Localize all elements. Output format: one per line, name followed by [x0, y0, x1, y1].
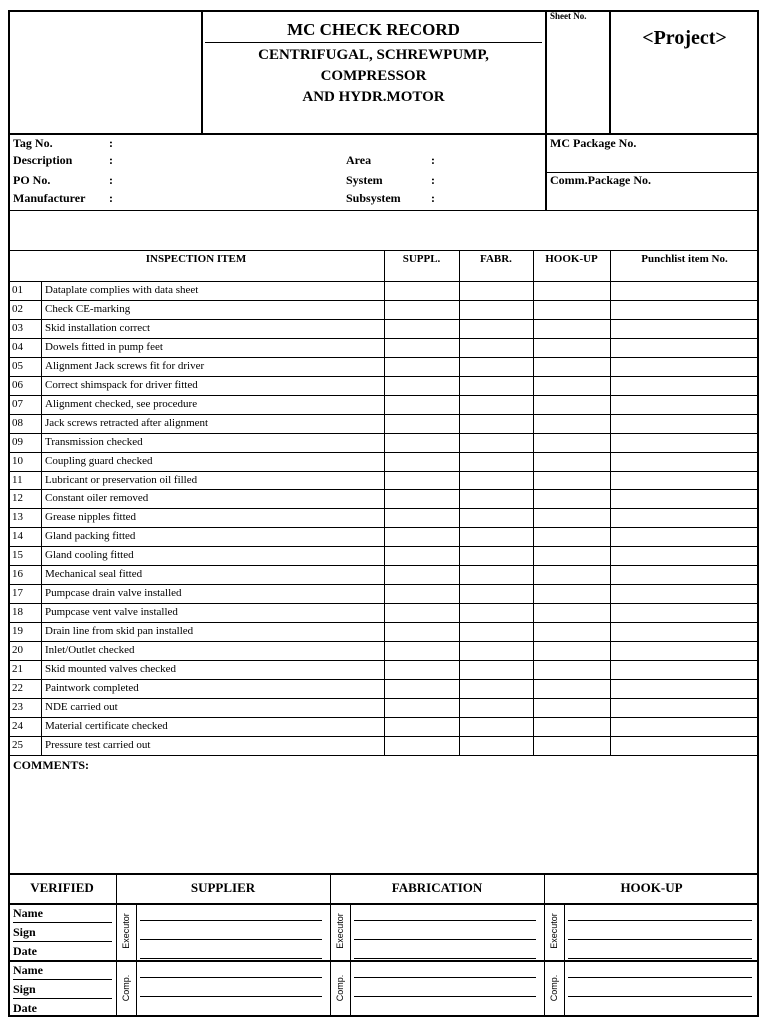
item-text: Mechanical seal fitted	[45, 568, 143, 581]
subtitle-line-3: AND HYDR.MOTOR	[302, 89, 445, 105]
check-cell[interactable]	[385, 472, 458, 489]
colon: :	[431, 153, 435, 167]
signature-field[interactable]	[140, 961, 322, 977]
comp-label: Comp.	[121, 974, 131, 1001]
verify-header: FABRICATION	[391, 880, 483, 895]
check-cell[interactable]	[385, 282, 458, 299]
subtitle-line-1: CENTRIFUGAL, SCHREWPUMP,	[258, 47, 489, 63]
item-text: Lubricant or preservation oil filled	[45, 473, 198, 486]
verify-header: HOOK-UP	[620, 880, 683, 895]
item-text: Grease nipples fitted	[45, 511, 137, 524]
column-divider	[41, 281, 42, 755]
check-cell[interactable]	[460, 623, 532, 640]
check-cell[interactable]	[385, 396, 458, 413]
check-cell[interactable]	[385, 320, 458, 337]
item-text: Material certificate checked	[45, 719, 168, 732]
check-cell[interactable]	[460, 396, 532, 413]
check-cell[interactable]	[385, 585, 458, 602]
check-cell[interactable]	[460, 737, 532, 754]
tag-no-label: Tag No.	[13, 136, 53, 150]
column-header: Punchlist item No.	[641, 253, 728, 265]
signature-line	[354, 1015, 536, 1016]
item-text: Inlet/Outlet checked	[45, 644, 135, 657]
signature-field[interactable]	[568, 942, 752, 958]
check-cell[interactable]	[385, 434, 458, 451]
signature-field[interactable]	[140, 923, 322, 939]
item-text: Gland packing fitted	[45, 530, 136, 543]
check-cell[interactable]	[460, 415, 532, 432]
item-text: Pumpcase vent valve installed	[45, 606, 178, 619]
check-cell[interactable]	[460, 453, 532, 470]
check-cell[interactable]	[534, 434, 609, 451]
check-cell[interactable]	[385, 737, 458, 754]
comp-label: Comp.	[549, 974, 559, 1001]
signature-line	[140, 958, 322, 959]
signature-field[interactable]	[354, 999, 536, 1015]
check-cell[interactable]	[534, 358, 609, 375]
divider	[545, 10, 547, 210]
item-text: Skid installation correct	[45, 321, 151, 334]
item-text: Paintwork completed	[45, 681, 139, 694]
signature-line	[568, 920, 752, 921]
item-number: 25	[12, 738, 23, 751]
check-cell[interactable]	[534, 339, 609, 356]
check-cell[interactable]	[534, 472, 609, 489]
check-cell[interactable]	[611, 509, 758, 526]
check-cell[interactable]	[534, 642, 609, 659]
row-divider	[8, 755, 759, 756]
field-label: Name	[13, 906, 43, 920]
signature-line	[568, 939, 752, 940]
item-text: Gland cooling fitted	[45, 549, 134, 562]
item-number: 04	[12, 340, 23, 353]
divider	[8, 133, 759, 135]
field-label: Date	[13, 944, 37, 958]
item-number: 08	[12, 416, 23, 429]
check-cell[interactable]	[611, 453, 758, 470]
check-cell[interactable]	[460, 699, 532, 716]
colon: :	[431, 191, 435, 205]
check-cell[interactable]	[460, 472, 532, 489]
check-cell[interactable]	[460, 358, 532, 375]
item-number: 01	[12, 284, 23, 296]
check-cell[interactable]	[385, 415, 458, 432]
signature-field[interactable]	[568, 980, 752, 996]
field-label: Sign	[13, 982, 36, 996]
signature-line	[140, 977, 322, 978]
executor-label: Executor	[549, 912, 559, 949]
colon: :	[431, 173, 435, 187]
check-cell[interactable]	[534, 320, 609, 337]
check-cell[interactable]	[534, 699, 609, 716]
check-cell[interactable]	[611, 604, 758, 621]
check-cell[interactable]	[534, 680, 609, 697]
item-text: Dowels fitted in pump feet	[45, 340, 163, 353]
label-divider	[350, 903, 351, 960]
check-cell[interactable]	[534, 718, 609, 735]
check-cell[interactable]	[460, 718, 532, 735]
colon: :	[109, 173, 113, 187]
column-header: SUPPL.	[402, 253, 441, 265]
comm-package-label: Comm.Package No.	[550, 173, 651, 187]
check-cell[interactable]	[460, 604, 532, 621]
item-number: 19	[12, 625, 23, 638]
verify-header: SUPPLIER	[190, 880, 256, 895]
signature-line	[568, 1015, 752, 1016]
item-number: 23	[12, 700, 23, 713]
item-number: 17	[12, 587, 23, 600]
item-number: 10	[12, 454, 23, 467]
project-name: <Project>	[642, 27, 727, 49]
check-cell[interactable]	[534, 396, 609, 413]
check-cell[interactable]	[460, 528, 532, 545]
verify-header: VERIFIED	[30, 880, 94, 895]
description-label: Description	[13, 153, 73, 167]
check-cell[interactable]	[611, 434, 758, 451]
title-underline	[205, 42, 542, 43]
signature-field[interactable]	[140, 904, 322, 920]
check-cell[interactable]	[611, 547, 758, 564]
check-cell[interactable]	[611, 528, 758, 545]
check-cell[interactable]	[385, 699, 458, 716]
check-cell[interactable]	[460, 320, 532, 337]
signature-line	[568, 958, 752, 959]
check-cell[interactable]	[611, 737, 758, 754]
manufacturer-label: Manufacturer	[13, 191, 86, 205]
signature-line	[140, 1015, 322, 1016]
item-number: 06	[12, 378, 23, 391]
check-cell[interactable]	[611, 680, 758, 697]
item-number: 02	[12, 302, 23, 315]
check-cell[interactable]	[460, 642, 532, 659]
area-label: Area	[346, 153, 372, 167]
item-text: Dataplate complies with data sheet	[45, 284, 199, 296]
item-text: Pumpcase drain valve installed	[45, 587, 182, 600]
signature-line	[354, 996, 536, 997]
check-cell[interactable]	[611, 358, 758, 375]
item-text: Pressure test carried out	[45, 738, 151, 751]
check-cell[interactable]	[460, 377, 532, 394]
label-divider	[350, 960, 351, 1017]
check-cell[interactable]	[460, 547, 532, 564]
check-cell[interactable]	[611, 301, 758, 318]
colon: :	[109, 136, 113, 150]
field-label: Date	[13, 1001, 37, 1015]
item-number: 12	[12, 492, 23, 505]
check-cell[interactable]	[385, 528, 458, 545]
check-cell[interactable]	[611, 566, 758, 583]
signature-line	[140, 920, 322, 921]
item-number: 05	[12, 359, 23, 372]
check-cell[interactable]	[460, 282, 532, 299]
check-cell[interactable]	[534, 661, 609, 678]
executor-label: Executor	[121, 912, 131, 949]
comments-label: COMMENTS:	[13, 758, 89, 772]
item-number: 03	[12, 321, 23, 334]
check-cell[interactable]	[534, 547, 609, 564]
check-cell[interactable]	[385, 680, 458, 697]
signature-field[interactable]	[354, 923, 536, 939]
check-cell[interactable]	[385, 623, 458, 640]
check-cell[interactable]	[611, 320, 758, 337]
item-number: 24	[12, 719, 23, 732]
divider	[8, 210, 759, 211]
check-cell[interactable]	[385, 453, 458, 470]
check-cell[interactable]	[385, 566, 458, 583]
check-cell[interactable]	[611, 585, 758, 602]
column-header: INSPECTION ITEM	[145, 253, 247, 265]
item-text: Skid mounted valves checked	[45, 663, 177, 675]
check-cell[interactable]	[534, 566, 609, 583]
field-underline	[13, 998, 112, 999]
check-cell[interactable]	[534, 415, 609, 432]
check-cell[interactable]	[534, 737, 609, 754]
executor-label: Executor	[335, 912, 345, 949]
signature-field[interactable]	[140, 942, 322, 958]
item-number: 13	[12, 511, 23, 524]
item-text: NDE carried out	[45, 700, 118, 713]
check-cell[interactable]	[460, 301, 532, 318]
check-cell[interactable]	[460, 566, 532, 583]
signature-line	[354, 977, 536, 978]
check-cell[interactable]	[460, 585, 532, 602]
check-cell[interactable]	[460, 509, 532, 526]
form-title: MC CHECK RECORD	[287, 20, 460, 39]
item-text: Jack screws retracted after alignment	[45, 416, 209, 429]
subsystem-label: Subsystem	[346, 191, 401, 205]
check-cell[interactable]	[611, 623, 758, 640]
signature-line	[140, 996, 322, 997]
check-cell[interactable]	[385, 604, 458, 621]
check-cell[interactable]	[611, 472, 758, 489]
field-underline	[13, 941, 112, 942]
check-cell[interactable]	[460, 490, 532, 507]
colon: :	[109, 153, 113, 167]
column-header: HOOK-UP	[545, 253, 598, 265]
signature-field[interactable]	[140, 980, 322, 996]
item-text: Alignment checked, see procedure	[45, 397, 198, 410]
signature-line	[568, 977, 752, 978]
sheet-no-label: Sheet No.	[550, 11, 587, 21]
label-divider	[564, 903, 565, 960]
check-cell[interactable]	[611, 642, 758, 659]
signature-line	[354, 958, 536, 959]
field-label: Name	[13, 963, 43, 977]
check-cell[interactable]	[385, 377, 458, 394]
signature-field[interactable]	[568, 999, 752, 1015]
item-text: Coupling guard checked	[45, 454, 153, 467]
item-text: Correct shimspack for driver fitted	[45, 378, 198, 391]
comp-label: Comp.	[335, 974, 345, 1001]
check-cell[interactable]	[385, 547, 458, 564]
field-label: Sign	[13, 925, 36, 939]
check-cell[interactable]	[611, 718, 758, 735]
signature-line	[354, 920, 536, 921]
field-underline	[13, 979, 112, 980]
label-divider	[136, 960, 137, 1017]
item-text: Constant oiler removed	[45, 492, 149, 505]
item-number: 15	[12, 549, 23, 562]
system-label: System	[346, 173, 383, 187]
label-divider	[136, 903, 137, 960]
colon: :	[109, 191, 113, 205]
check-cell[interactable]	[385, 358, 458, 375]
check-cell[interactable]	[534, 282, 609, 299]
item-number: 16	[12, 568, 23, 581]
check-cell[interactable]	[611, 490, 758, 507]
signature-field[interactable]	[354, 961, 536, 977]
item-number: 22	[12, 681, 23, 694]
check-cell[interactable]	[611, 377, 758, 394]
check-cell[interactable]	[460, 434, 532, 451]
check-cell[interactable]	[611, 661, 758, 678]
check-cell[interactable]	[534, 377, 609, 394]
check-cell[interactable]	[385, 642, 458, 659]
label-divider	[564, 960, 565, 1017]
signature-field[interactable]	[354, 980, 536, 996]
mc-package-label: MC Package No.	[550, 136, 637, 150]
subtitle-line-2: COMPRESSOR	[320, 68, 427, 84]
signature-field[interactable]	[354, 904, 536, 920]
check-cell[interactable]	[460, 661, 532, 678]
check-cell[interactable]	[534, 509, 609, 526]
check-cell[interactable]	[534, 623, 609, 640]
check-cell[interactable]	[460, 680, 532, 697]
check-cell[interactable]	[611, 699, 758, 716]
check-cell[interactable]	[534, 301, 609, 318]
item-number: 20	[12, 644, 23, 657]
item-text: Alignment Jack screws fit for driver	[45, 359, 205, 372]
check-cell[interactable]	[611, 415, 758, 432]
signature-field[interactable]	[568, 923, 752, 939]
field-underline	[13, 922, 112, 923]
item-number: 11	[12, 473, 23, 486]
signature-field[interactable]	[140, 999, 322, 1015]
check-cell[interactable]	[611, 396, 758, 413]
check-cell[interactable]	[534, 490, 609, 507]
item-number: 14	[12, 530, 23, 543]
check-cell[interactable]	[385, 490, 458, 507]
check-cell[interactable]	[385, 339, 458, 356]
divider	[8, 873, 759, 875]
check-cell[interactable]	[611, 282, 758, 299]
item-number: 07	[12, 397, 23, 410]
check-cell[interactable]	[534, 585, 609, 602]
item-number: 18	[12, 606, 23, 619]
item-number: 21	[12, 663, 23, 675]
check-cell[interactable]	[611, 339, 758, 356]
item-text: Transmission checked	[45, 435, 143, 448]
check-cell[interactable]	[460, 339, 532, 356]
item-number: 09	[12, 435, 23, 448]
signature-line	[568, 996, 752, 997]
check-cell[interactable]	[534, 453, 609, 470]
column-header: FABR.	[480, 253, 512, 265]
signature-line	[140, 939, 322, 940]
signature-field[interactable]	[568, 961, 752, 977]
check-cell[interactable]	[534, 528, 609, 545]
check-cell[interactable]	[385, 661, 458, 678]
check-cell[interactable]	[534, 604, 609, 621]
item-text: Check CE-marking	[45, 302, 131, 315]
signature-field[interactable]	[568, 904, 752, 920]
po-no-label: PO No.	[13, 173, 51, 187]
check-cell[interactable]	[385, 509, 458, 526]
item-text: Drain line from skid pan installed	[45, 625, 194, 638]
check-cell[interactable]	[385, 718, 458, 735]
signature-line	[354, 939, 536, 940]
signature-field[interactable]	[354, 942, 536, 958]
check-cell[interactable]	[385, 301, 458, 318]
